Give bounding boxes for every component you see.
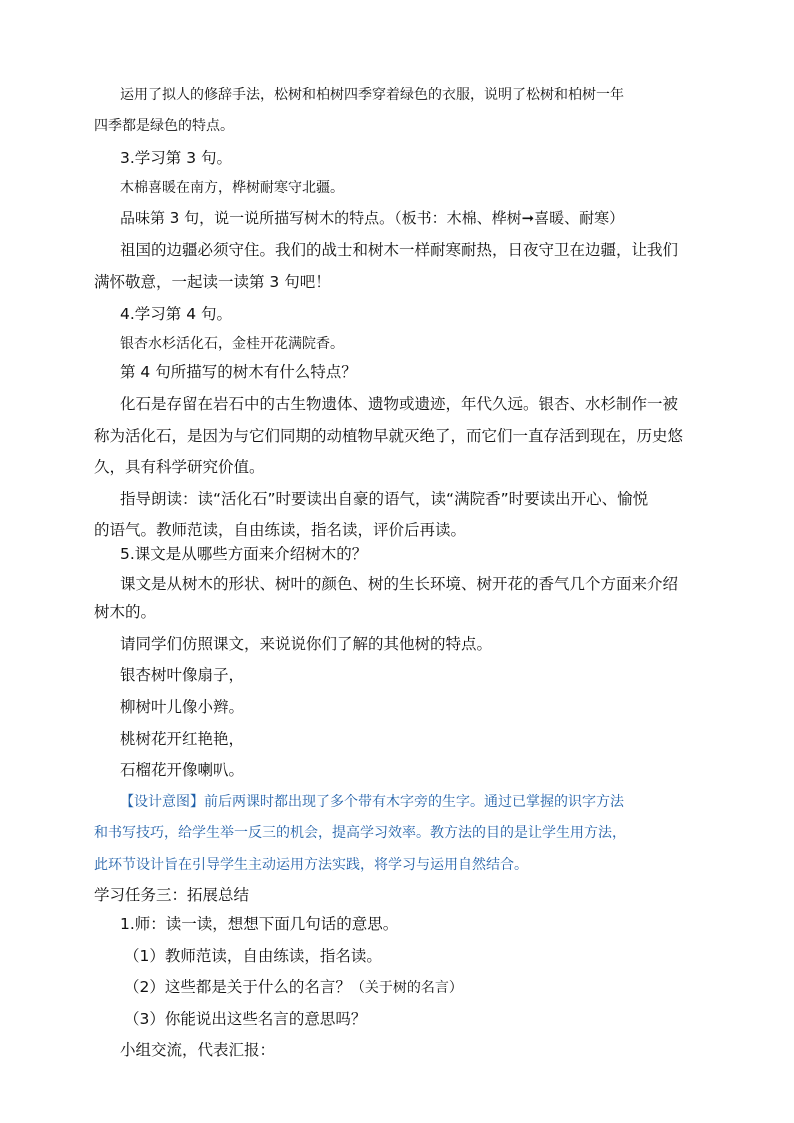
poem-line: 银杏水杉活化石，金桂开花满院香。	[120, 336, 344, 352]
text-line: 品味第 3 句，说一说所描写树木的特点。（板书：木棉、桦树➞喜暖、耐寒）	[120, 209, 625, 227]
example-line: 银杏树叶像扇子，	[120, 666, 245, 684]
list-item: （1）教师范读，自由练读，指名读。	[124, 947, 382, 965]
text-line: 小组交流，代表汇报：	[120, 1041, 276, 1059]
example-line: 桃树花开红艳艳，	[120, 730, 245, 748]
list-item: （3）你能说出这些名言的意思吗？	[124, 1010, 367, 1028]
example-line: 柳树叶儿像小辫。	[120, 698, 245, 716]
design-intent-text: 前后两课时都出现了多个带有木字旁的生字。通过已掌握的识字方法	[204, 794, 624, 810]
design-intent-label: 【设计意图】	[120, 794, 204, 810]
text-line: 称为活化石，是因为与它们同期的动植物早就灭绝了，而它们一直存活到现在，历史悠	[94, 427, 684, 445]
design-intent	[120, 792, 624, 812]
text-line: 四季都是绿色的特点。	[94, 118, 234, 134]
question: 第 4 句所描写的树木有什么特点？	[120, 363, 357, 381]
text-line: 运用了拟人的修辞手法，松树和柏树四季穿着绿色的衣服，说明了松树和柏树一年	[120, 87, 624, 103]
text-line: 树木的。	[94, 603, 157, 621]
text-line: 课文是从树木的形状、树叶的颜色、树的生长环境、树开花的香气几个方面来介绍	[120, 575, 679, 593]
list-item	[124, 977, 463, 998]
text-line: 请同学们仿照课文，来说说你们了解的其他树的特点。	[120, 635, 493, 653]
task-heading: 学习任务三：拓展总结	[94, 886, 250, 904]
text-line: 祖国的边疆必须守住。我们的战士和树木一样耐寒耐热，日夜守卫在边疆，让我们	[120, 241, 679, 259]
text-line: 指导朗读：读“活化石”时要读出自豪的语气，读“满院香”时要读出开心、愉悦	[120, 490, 649, 508]
design-intent-line: 和书写技巧，给学生举一反三的机会，提高学习效率。教方法的目的是让学生用方法，	[94, 825, 626, 841]
section-heading: 3.学习第 3 句。	[120, 149, 233, 167]
section-heading: 5.课文是从哪些方面来介绍树木的？	[120, 545, 368, 563]
text-line: 的语气。教师范读，自由练读，指名读，评价后再读。	[94, 521, 467, 539]
section-heading: 4.学习第 4 句。	[120, 305, 233, 323]
text-line: 满怀敬意，一起读一读第 3 句吧！	[94, 273, 331, 291]
list-item-text: （2）这些都是关于什么的名言？	[124, 978, 351, 996]
text-line: 1.师：读一读，想想下面几句话的意思。	[120, 915, 399, 933]
list-item-answer: （关于树的名言）	[350, 980, 463, 996]
text-line: 久，具有科学研究价值。	[94, 458, 265, 476]
text-line: 化石是存留在岩石中的古生物遗体、遗物或遗迹，年代久远。银杏、水杉制作一被	[120, 395, 679, 413]
poem-line: 木棉喜暖在南方，桦树耐寒守北疆。	[120, 180, 344, 196]
design-intent-line: 此环节设计旨在引导学生主动运用方法实践，将学习与运用自然结合。	[94, 857, 528, 873]
example-line: 石榴花开像喇叭。	[120, 761, 245, 779]
